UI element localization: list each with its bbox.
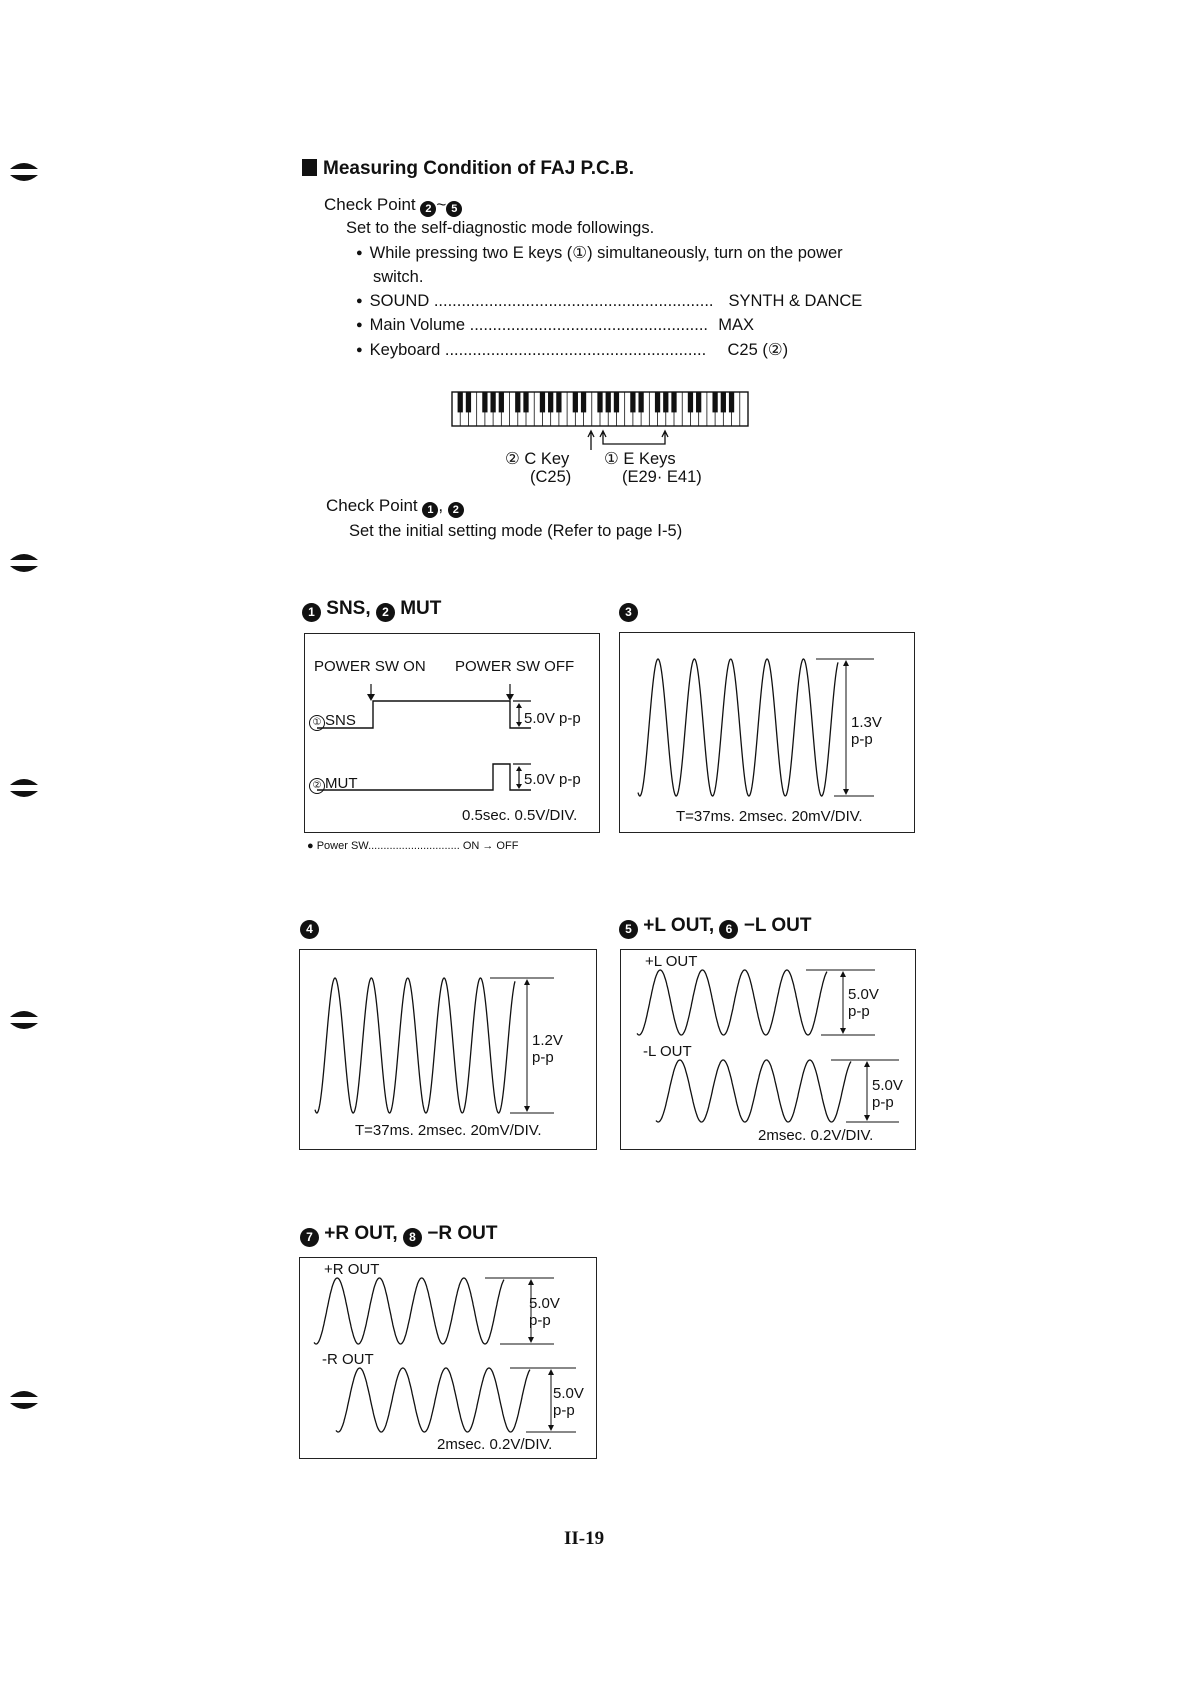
- point-3-heading: [619, 598, 638, 622]
- setting-row: [356, 292, 862, 311]
- black-key: [482, 392, 487, 412]
- heading-text: SNS,: [326, 598, 371, 619]
- scope-scale: T=37ms. 2msec. 20mV/DIV.: [676, 808, 863, 825]
- e-keys-bracket: [600, 431, 668, 444]
- c-key-sub: (C25): [530, 468, 572, 486]
- leader-dots: ..............................: [368, 840, 460, 852]
- black-key: [458, 392, 463, 412]
- black-key: [655, 392, 660, 412]
- setting-value: MAX: [718, 316, 754, 334]
- black-key: [523, 392, 528, 412]
- setting-value: SYNTH & DANCE: [728, 292, 863, 310]
- number-badge: 5: [446, 201, 462, 217]
- marker: ①: [309, 715, 325, 731]
- e-keys-label: ① E Keys: [604, 450, 676, 468]
- point-3-scope: [619, 632, 915, 833]
- section-heading: [302, 158, 634, 180]
- black-key: [540, 392, 545, 412]
- amplitude-unit: p-p: [851, 731, 873, 748]
- initial-setting-text: Set the initial setting mode (Refer to page Ⅰ-5): [349, 522, 683, 540]
- range-sep: ~: [436, 195, 447, 214]
- amplitude-value: 5.0V: [529, 1295, 560, 1312]
- marker: ②: [309, 778, 325, 794]
- black-key: [597, 392, 602, 412]
- black-key: [663, 392, 668, 412]
- mut-text: MUT: [325, 775, 358, 792]
- power-on-label: POWER SW ON: [314, 658, 426, 675]
- black-key: [614, 392, 619, 412]
- heading-text: +R OUT,: [324, 1223, 398, 1244]
- scope-scale: T=37ms. 2msec. 20mV/DIV.: [355, 1122, 542, 1139]
- scope-scale: 2msec. 0.2V/DIV.: [758, 1127, 874, 1144]
- black-key: [638, 392, 643, 412]
- sns-label: [309, 712, 356, 731]
- note-label: Power SW: [316, 840, 369, 852]
- black-key: [721, 392, 726, 412]
- amplitude-unit: p-p: [872, 1094, 894, 1111]
- mut-label: [309, 775, 358, 794]
- number-badge: 5: [619, 920, 638, 939]
- black-key: [556, 392, 561, 412]
- square-bullet-icon: [302, 159, 317, 176]
- scope-scale: 2msec. 0.2V/DIV.: [437, 1436, 553, 1453]
- number-badge: 2: [376, 603, 395, 622]
- setting-row: [356, 340, 788, 360]
- setting-row: [356, 316, 754, 335]
- black-key: [548, 392, 553, 412]
- black-key: [581, 392, 586, 412]
- heading-text: Measuring Condition of FAJ P.C.B.: [323, 158, 635, 179]
- black-key: [515, 392, 520, 412]
- number-badge: 8: [403, 1228, 422, 1247]
- note-value: ON → OFF: [462, 840, 519, 852]
- number-badge: 3: [619, 603, 638, 622]
- black-key: [671, 392, 676, 412]
- minus-r-label: -R OUT: [322, 1351, 374, 1368]
- binder-punch-icon: [8, 548, 40, 578]
- c-key-label: ② C Key: [505, 450, 570, 468]
- minus-l-label: -L OUT: [643, 1043, 692, 1060]
- sns-mut-heading: [302, 598, 441, 622]
- power-off-label: POWER SW OFF: [455, 658, 575, 675]
- l-out-heading: [619, 915, 812, 939]
- setting-name: Main Volume: [369, 316, 466, 334]
- number-badge: 7: [300, 1228, 319, 1247]
- black-key: [729, 392, 734, 412]
- setting-name: SOUND: [369, 292, 430, 310]
- heading-text: MUT: [400, 598, 442, 619]
- number-badge: 1: [302, 603, 321, 622]
- binder-punch-icon: [8, 1385, 40, 1415]
- amplitude-value: 1.3V: [851, 714, 882, 731]
- leader-dots: .........................................................: [444, 341, 707, 359]
- plus-r-label: +R OUT: [324, 1261, 380, 1278]
- amplitude-value: 5.0V: [872, 1077, 903, 1094]
- bullet-text: ● While pressing two E keys (①) simultaneously, turn on the power: [356, 243, 843, 263]
- black-key: [630, 392, 635, 412]
- number-badge: 1: [422, 502, 438, 518]
- e-keys-sub: (E29· E41): [622, 468, 702, 486]
- black-key: [573, 392, 578, 412]
- amplitude-value: 5.0V: [848, 986, 879, 1003]
- keyboard-diagram: [450, 390, 750, 450]
- amplitude-value: 5.0V: [553, 1385, 584, 1402]
- l-out-scope: [620, 949, 916, 1150]
- black-key: [606, 392, 611, 412]
- sns-amplitude: 5.0V p-p: [524, 710, 581, 727]
- black-key: [490, 392, 495, 412]
- binder-punch-icon: [8, 157, 40, 187]
- black-key: [712, 392, 717, 412]
- r-out-heading: [300, 1223, 497, 1247]
- number-badge: 6: [719, 920, 738, 939]
- amplitude-unit: p-p: [553, 1402, 575, 1419]
- mut-amplitude: 5.0V p-p: [524, 771, 581, 788]
- c-key-arrow: [588, 431, 594, 450]
- number-badge: 2: [420, 201, 436, 217]
- amplitude-unit: p-p: [532, 1049, 554, 1066]
- r-out-scope: [299, 1257, 597, 1459]
- sns-text: SNS: [325, 712, 356, 729]
- check-point-pair: Check Point 1 , 2: [326, 496, 464, 518]
- leader-dots: ....................................................: [469, 316, 709, 334]
- bullet-text-cont: switch.: [373, 268, 424, 286]
- plus-l-label: +L OUT: [645, 953, 698, 970]
- black-key: [499, 392, 504, 412]
- sns-mut-scope: [304, 633, 600, 833]
- binder-punch-icon: [8, 1005, 40, 1035]
- page-number: II-19: [564, 1528, 605, 1549]
- setting-name: Keyboard: [369, 341, 441, 359]
- amplitude-value: 1.2V: [532, 1032, 563, 1049]
- heading-text: −R OUT: [427, 1223, 498, 1244]
- intro-text: Set to the self-diagnostic mode followings.: [346, 219, 655, 237]
- check-point-range: [324, 195, 462, 217]
- black-key: [466, 392, 471, 412]
- black-key: [688, 392, 693, 412]
- heading-text: −L OUT: [743, 915, 812, 936]
- scope-scale: 0.5sec. 0.5V/DIV.: [462, 807, 578, 824]
- amplitude-unit: p-p: [529, 1312, 551, 1329]
- number-badge: 2: [448, 502, 464, 518]
- check-point-label: Check Point: [324, 195, 416, 214]
- check-point-label: Check Point: [326, 496, 418, 515]
- binder-punch-icon: [8, 773, 40, 803]
- setting-value: C25 (②): [727, 341, 789, 359]
- leader-dots: .............................................................: [433, 292, 714, 310]
- point-4-heading: [300, 915, 319, 939]
- point-4-scope: [299, 949, 597, 1150]
- black-key: [696, 392, 701, 412]
- number-badge: 4: [300, 920, 319, 939]
- power-sw-note: ● Power SW.............................. ON → OFF: [307, 840, 519, 852]
- amplitude-unit: p-p: [848, 1003, 870, 1020]
- heading-text: +L OUT,: [643, 915, 715, 936]
